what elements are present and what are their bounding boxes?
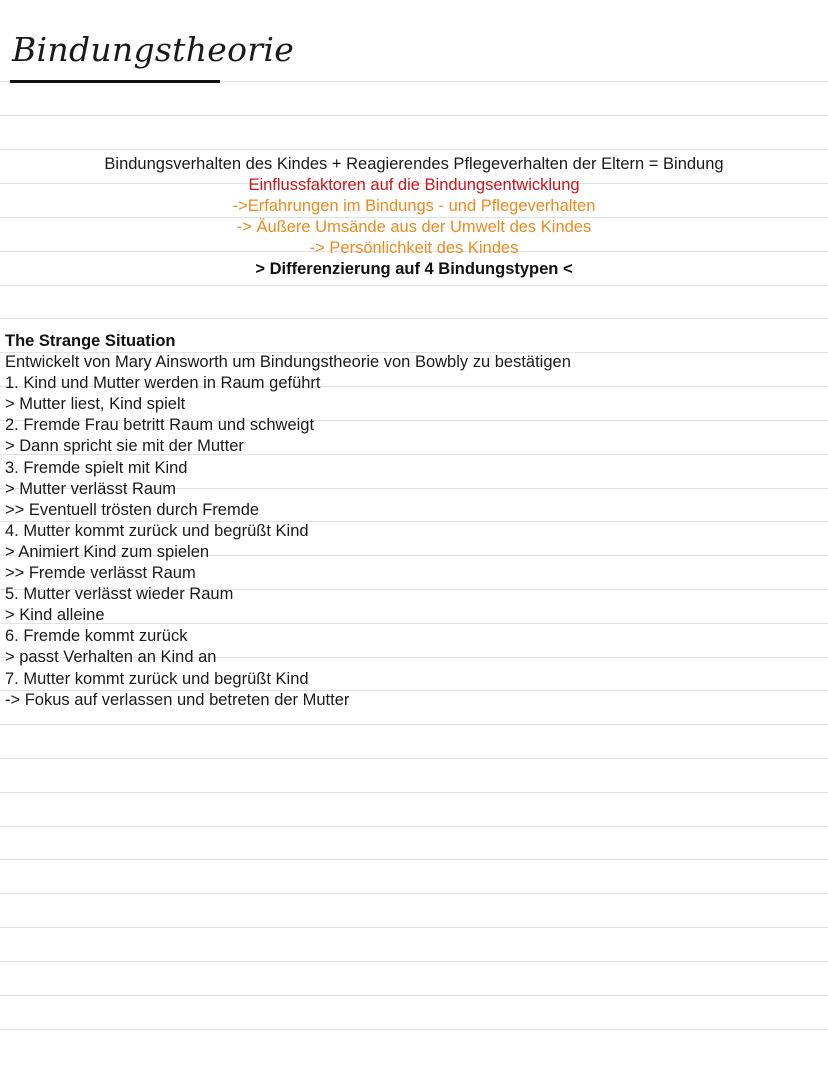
list-item: > Animiert Kind zum spielen xyxy=(5,542,210,561)
ruled-line xyxy=(0,961,828,962)
strange-situation-section xyxy=(5,331,820,711)
ruled-line xyxy=(0,149,828,150)
list-item: > passt Verhalten an Kind an xyxy=(5,648,217,667)
summary-block xyxy=(0,154,828,280)
ruled-line xyxy=(0,285,828,286)
ruled-line xyxy=(0,1029,828,1030)
list-item: 6. Fremde kommt zurück xyxy=(5,627,188,646)
influence-factors-heading: Einflussfaktoren auf die Bindungsentwicklung xyxy=(248,176,580,194)
ruled-line xyxy=(0,859,828,860)
factor-item: -> Äußere Umsände aus der Umwelt des Kindes xyxy=(236,218,592,236)
ruled-line xyxy=(0,893,828,894)
section-heading: The Strange Situation xyxy=(5,332,176,350)
list-item: > Kind alleine xyxy=(5,606,105,625)
ruled-line xyxy=(0,826,828,827)
ruled-line xyxy=(0,724,828,725)
list-item: > Dann spricht sie mit der Mutter xyxy=(5,437,244,456)
list-item: >> Eventuell trösten durch Fremde xyxy=(5,500,260,519)
conclusion-line: > Differenzierung auf 4 Bindungstypen < xyxy=(255,260,573,278)
ruled-line xyxy=(0,758,828,759)
section-intro: Entwickelt von Mary Ainsworth um Bindungstheorie von Bowbly zu bestätigen xyxy=(5,353,571,372)
bonding-formula: Bindungsverhalten des Kindes + Reagierendes Pflegeverhalten der Eltern = Bindung xyxy=(104,155,724,173)
list-item: 1. Kind und Mutter werden in Raum geführt xyxy=(5,374,321,393)
list-item: 4. Mutter kommt zurück und begrüßt Kind xyxy=(5,521,309,540)
list-item: >> Fremde verlässt Raum xyxy=(5,564,196,583)
factor-item: -> Persönlichkeit des Kindes xyxy=(309,239,519,257)
list-item: 5. Mutter verlässt wieder Raum xyxy=(5,585,234,604)
ruled-line xyxy=(0,995,828,996)
list-item: 2. Fremde Frau betritt Raum und schweigt xyxy=(5,416,315,435)
list-item: > Mutter verlässt Raum xyxy=(5,479,177,498)
page-title: Bindungstheorie xyxy=(12,30,295,69)
ruled-line xyxy=(0,115,828,116)
title-underline xyxy=(10,80,220,83)
ruled-line xyxy=(0,318,828,319)
ruled-line xyxy=(0,792,828,793)
list-item: > Mutter liest, Kind spielt xyxy=(5,395,186,414)
ruled-line xyxy=(0,927,828,928)
list-item: 7. Mutter kommt zurück und begrüßt Kind xyxy=(5,669,309,688)
list-item: 3. Fremde spielt mit Kind xyxy=(5,458,188,477)
factor-item: ->Erfahrungen im Bindungs - und Pflegeverhalten xyxy=(232,197,596,215)
list-item: -> Fokus auf verlassen und betreten der Mutter xyxy=(5,690,350,709)
